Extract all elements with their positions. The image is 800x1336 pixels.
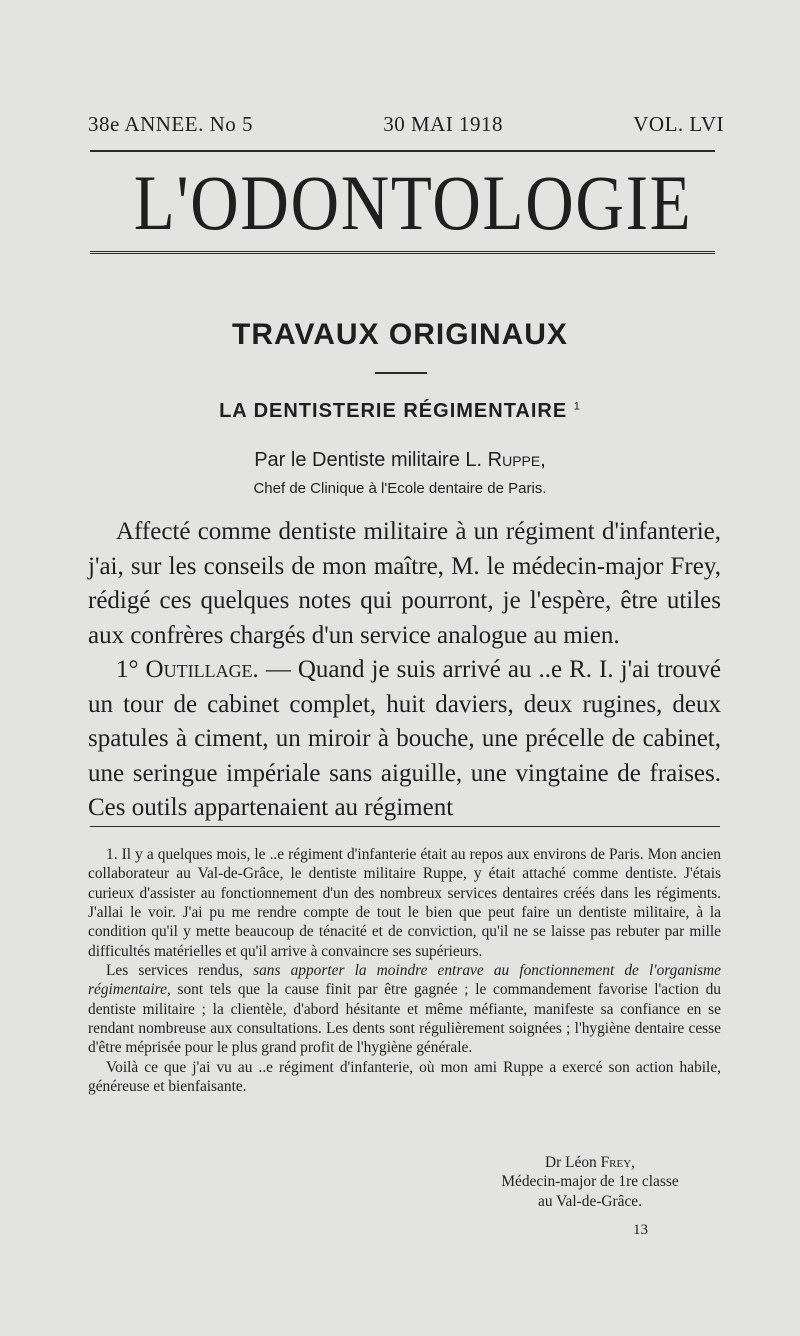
footnote-marker: 1 [573,400,581,413]
body-paragraph-1: Affecté comme dentiste militaire à un régiment d'infanterie, j'ai, sur les conseils de mon maître, M. le médecin-major Frey, rédigé ces quelques notes qui pourront, je l'espère, être utiles aux confrères chargés d'un service analogue au mien. [88,518,721,649]
signature-name: Frey, [600,1154,635,1171]
signature-prefix: Dr Léon [545,1154,597,1171]
article-title-text: LA DENTISTERIE RÉGIMENTAIRE [219,400,568,422]
footnote-p2-italic: sans apporter la moindre entrave au fonctionnement de l'organisme régimentaire, [88,962,721,999]
article-title [0,400,800,423]
footnote-paragraph-3: Voilà ce que j'ai vu au ..e régiment d'infanterie, où mon ami Ruppe a exercé son action habile, généreuse et bienfaisante. [88,1058,721,1096]
footnote-p2-start: Les services rendus, [106,962,243,980]
byline [0,449,800,472]
article-body [88,515,721,826]
footnotes [88,845,721,1096]
footnote-p2-end: sont tels que la cause finit par être gagnée ; le commandement favorise l'action du dentiste militaire ; la clientèle, d'abord hésitante et même méfiante, manifeste sa confiance en se rendant nombreuse aux consultations. Les dents sont régulièrement soignées ; l'hygiène dentaire cesse d'être méprisée pour le plus grand profit de l'hygiène générale. [88,981,721,1057]
body-paragraph-2 [88,653,721,826]
header-rule [90,150,715,152]
issue-number: 38e ANNEE. No 5 [88,112,253,136]
title-rule [90,251,715,256]
body-paragraph-2-text: — Quand je suis arrivé au ..e R. I. j'ai trouvé un tour de cabinet complet, huit daviers, deux rugines, deux spatules à ciment, un miroir à bouche, une précelle de cabinet, une seringue impériale sans aiguille, une vingtaine de fraises. Ces outils appartenaient au régiment [88,656,722,821]
footnote-signature [470,1153,710,1211]
running-header [88,112,724,137]
signature-line-1 [470,1153,710,1172]
issue-date: 30 MAI 1918 [383,112,504,136]
signature-line-3: au Val-de-Grâce. [538,1192,642,1210]
author-affiliation: Chef de Clinique à l'Ecole dentaire de Paris. [253,480,547,497]
footnote-rule [90,826,720,827]
section-number: 1° [116,656,139,683]
author-name: Ruppe, [487,449,546,471]
page-number: 13 [633,1222,648,1238]
footnote-paragraph-1: 1. Il y a quelques mois, le ..e régiment d'infanterie était au repos aux environs de Paris. Mon ancien collaborateur au Val-de-Grâce, le dentiste militaire Ruppe, y était attaché comme dentiste. J'étais curieux d'assister au fonctionnement d'un des nombreux services dentaires créés dans les régiments. J'allai le voir. J'ai pu me rendre compte de tout le bien que peut faire un dentiste militaire, à la condition qu'il y mette beaucoup de ténacité et de conviction, qu'il ne se laisse pas rebuter par mille difficultés matérielles et qu'il arrive à convaincre ses supérieurs. [88,846,721,960]
section-title: TRAVAUX ORIGINAUX [232,318,568,351]
section-heading: Outillage. [145,656,259,683]
footnote-paragraph-2 [88,961,721,1058]
volume-number: VOL. LVI [633,112,724,136]
journal-title: L'ODONTOLOGIE [133,159,693,246]
byline-prefix: Par le Dentiste militaire L. [254,449,483,471]
signature-line-2: Médecin-major de 1re classe [501,1173,679,1191]
section-divider [375,372,427,374]
